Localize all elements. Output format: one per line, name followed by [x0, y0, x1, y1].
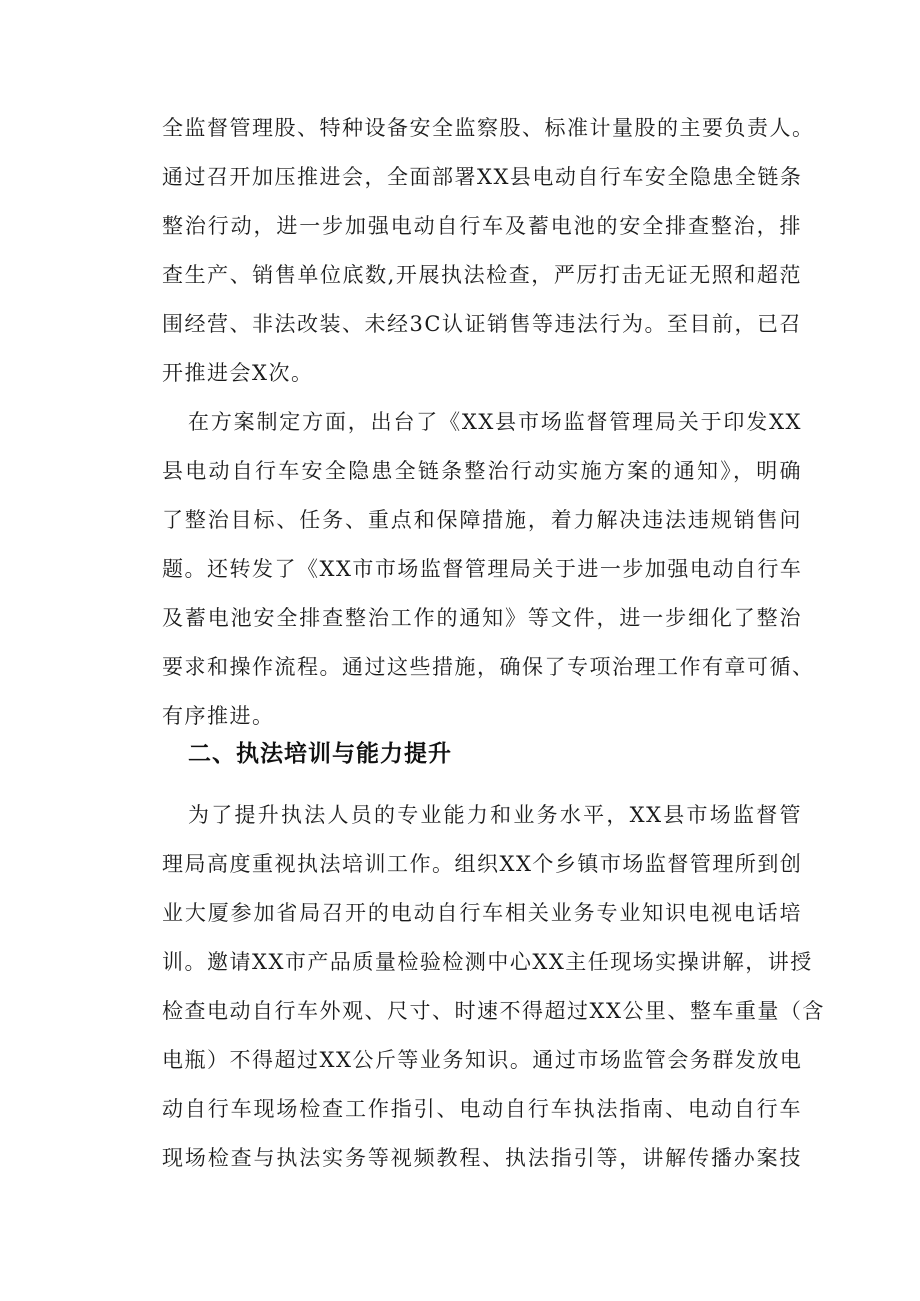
section-heading: 二、执法培训与能力提升: [188, 741, 452, 767]
paragraph-3-line-5: 检查电动自行车外观、尺寸、时速不得超过XX公里、整车重量（含: [162, 999, 825, 1023]
paragraph-2-line-2: 县电动自行车安全隐患全链条整治行动实施方案的通知》，明确: [162, 459, 802, 483]
paragraph-2-line-5: 及蓄电池安全排查整治工作的通知》等文件，进一步细化了整治: [162, 606, 802, 630]
paragraph-1-line-5: 围经营、非法改装、未经3C认证销售等违法行为。至目前，已召: [162, 312, 802, 336]
paragraph-1-line-3: 整治行动，进一步加强电动自行车及蓄电池的安全排查整治，排: [162, 214, 802, 238]
paragraph-3-line-1: 为了提升执法人员的专业能力和业务水平，XX县市场监督管: [188, 803, 802, 827]
paragraph-3-line-2: 理局高度重视执法培训工作。组织XX个乡镇市场监督管理所到创: [162, 852, 803, 876]
paragraph-1-line-2: 通过召开加压推进会，全面部署XX县电动自行车安全隐患全链条: [162, 165, 803, 189]
paragraph-2-line-6: 要求和操作流程。通过这些措施，确保了专项治理工作有章可循、: [162, 655, 815, 679]
paragraph-2-line-7: 有序推进。: [162, 704, 275, 728]
paragraph-3-line-6: 电瓶）不得超过XX公斤等业务知识。通过市场监管会务群发放电: [162, 1048, 803, 1072]
paragraph-2-line-1: 在方案制定方面，出台了《XX县市场监督管理局关于印发XX: [188, 410, 802, 434]
paragraph-3-line-4: 训。邀请XX市产品质量检验检测中心XX主任现场实操讲解，讲授: [162, 950, 813, 974]
paragraph-1-line-1: 全监督管理股、特种设备安全监察股、标准计量股的主要负责人。: [162, 116, 815, 140]
paragraph-3-line-8: 现场检查与执法实务等视频教程、执法指引等，讲解传播办案技: [162, 1146, 802, 1170]
paragraph-2-line-3: 了整治目标、任务、重点和保障措施，着力解决违法违规销售问: [162, 508, 802, 532]
paragraph-3-line-7: 动自行车现场检查工作指引、电动自行车执法指南、电动自行车: [162, 1097, 802, 1121]
paragraph-2-line-4: 题。还转发了《XX市市场监督管理局关于进一步加强电动自行车: [162, 557, 803, 581]
paragraph-3-line-3: 业大厦参加省局召开的电动自行车相关业务专业知识电视电话培: [162, 901, 802, 925]
paragraph-1-line-4: 查生产、销售单位底数,开展执法检查，严厉打击无证无照和超范: [162, 263, 802, 287]
paragraph-1-line-6: 开推进会X次。: [162, 361, 314, 385]
